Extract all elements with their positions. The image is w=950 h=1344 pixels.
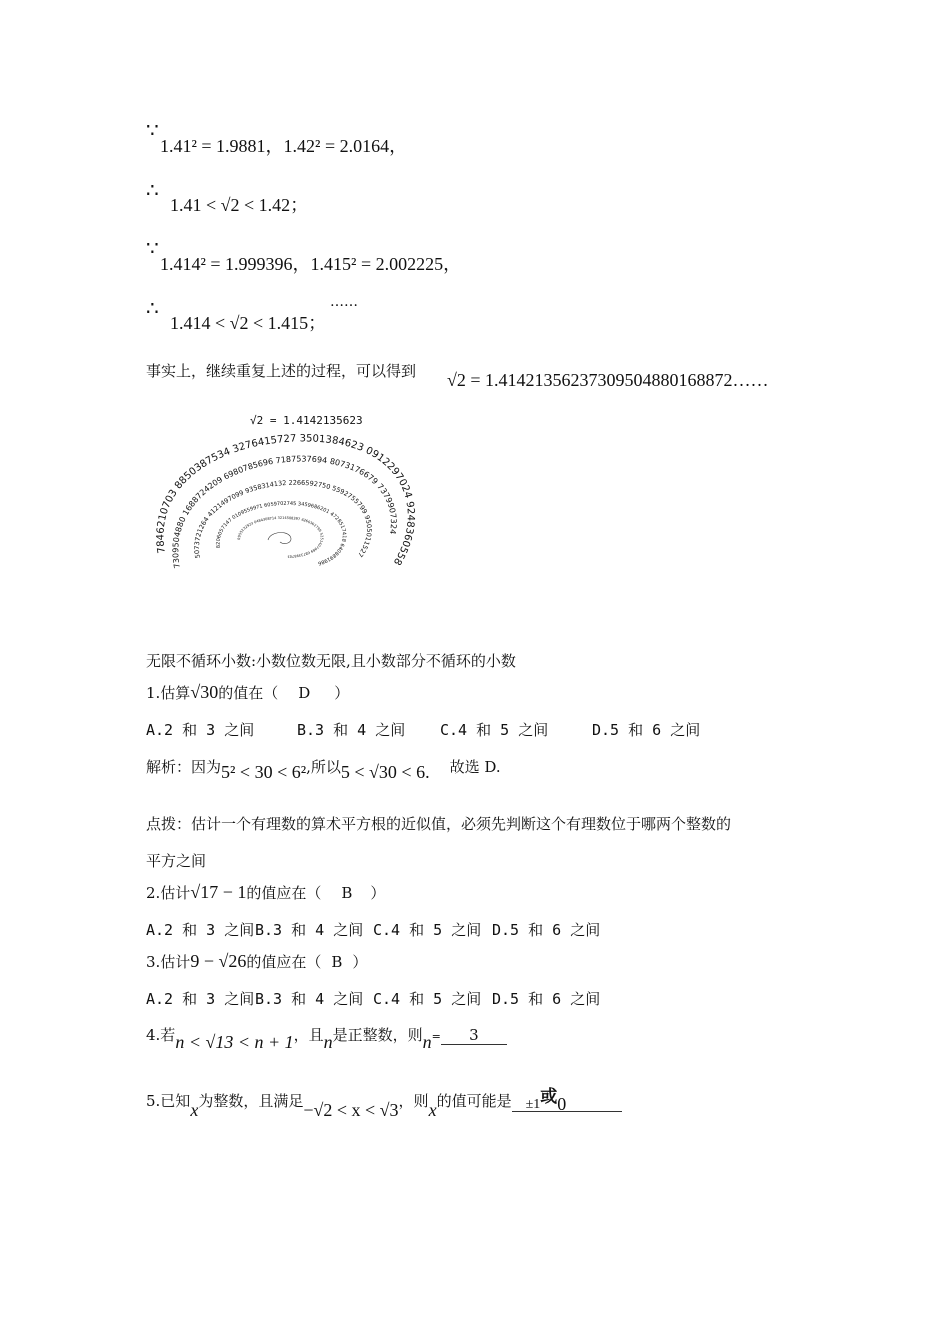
therefore-symbol: ∴ [146,178,159,202]
spiral-ring-1: 7846210703 8850387534 3276415727 3501384623 0912297024 9248360558 [155,433,416,567]
q5-answer-a: ±1 [525,1097,541,1112]
because-symbol: ∵ [146,236,159,260]
q1-tip: 点拨：估计一个有理数的算术平方根的近似值，必须先判断这个有理数位于哪两个整数的 [146,815,732,833]
spiral-header: √2 = 1.4142135623 [250,414,363,427]
q4-answer-blank [441,1026,507,1045]
q1-option-d: D.5 和 6 之间 [592,721,701,739]
q5-suffix: 的值可能是 [436,1092,512,1110]
q4-eq: = [431,1030,441,1043]
q2-close: ） [370,884,386,902]
calc-line-1: 1.41² = 1.9881，1.42² = 2.0164， [160,136,408,156]
q5-answer-blank [512,1086,622,1112]
q3-option-b: B.3 和 4 之间 [255,990,364,1008]
q1-analysis-math2: 5 < √30 < 6. [340,762,430,782]
q3-stem [146,951,367,972]
q4-mid2: 是正整数，则 [332,1026,423,1044]
q5-mid: 为整数，且满足 [198,1092,304,1110]
ellipsis: …… [330,294,358,310]
q5-prefix: 5.已知 [146,1092,191,1110]
sqrt2-digit-spiral [140,408,430,623]
sqrt2-expansion: √2 = 1.41421356237309504880168872…… [447,370,769,390]
q1-suffix: 的值在（ [218,684,279,702]
q5-answer-or: 或 [540,1087,558,1107]
spiral-ring-4: 8206057147 0109559971 6059702745 3459686201 4728517418 6408891986 [215,500,347,567]
calc-line-2: 1.41 < √2 < 1.42； [170,195,309,215]
q4-stem [146,1024,507,1052]
spiral-center [268,533,291,544]
q3-suffix: 的值应在（ [246,953,322,971]
q3-close: ） [352,953,368,971]
q5-var: x [190,1100,199,1120]
q5-answer-b: 0 [557,1094,567,1114]
definition-text: 无限不循环小数:小数位数无限,且小数部分不循环的小数 [146,652,516,670]
q1-stem [146,682,349,703]
q4-var: n [323,1032,333,1052]
q1-analysis [146,756,501,782]
q2-prefix: 2.估计 [146,884,191,902]
q1-option-b: B.3 和 4 之间 [297,721,406,739]
q2-option-c: C.4 和 5 之间 [373,921,482,939]
q3-prefix: 3.估计 [146,953,191,971]
q1-option-a: A.2 和 3 之间 [146,721,255,739]
q2-suffix: 的值应在（ [246,884,322,902]
q2-option-a: A.2 和 3 之间 [146,921,255,939]
calc-line-3: 1.414² = 1.999396，1.415² = 2.002225， [160,254,462,274]
q2-stem [146,882,385,903]
therefore-symbol: ∴ [146,296,159,320]
q4-answer: 3 [469,1026,479,1044]
q2-option-d: D.5 和 6 之间 [492,921,601,939]
because-symbol: ∵ [146,118,159,142]
q5-var2: x [428,1100,437,1120]
q5-mid2: ，则 [398,1092,429,1110]
q5-stem [146,1086,622,1120]
q4-var2: n [422,1032,432,1052]
q2-option-b: B.3 和 4 之间 [255,921,364,939]
spiral-ring-2: 7309504880 1688724209 6980785696 7187537694 8073176679 7379907324 [171,454,398,570]
q1-analysis-suffix: 故选 D. [449,758,501,776]
q3-math: 9 − √26 [190,951,247,971]
calc-line-4: 1.414 < √2 < 1.415； [170,313,327,333]
q1-tip-2: 平方之间 [146,852,207,870]
q3-option-a: A.2 和 3 之间 [146,990,255,1008]
q1-prefix: 1.估算 [146,684,191,702]
fact-text: 事实上，继续重复上述的过程，可以得到 [146,362,417,380]
q2-math: √17 − 1 [190,882,247,902]
q2-answer: B [341,884,353,902]
q3-answer: B [331,953,343,971]
q4-mid: ，且 [293,1026,324,1044]
q1-close: ） [334,684,350,702]
q4-math: n < √13 < n + 1 [175,1032,294,1052]
q1-answer: D [298,684,311,702]
q5-math: −√2 < x < √3 [303,1100,399,1120]
q1-analysis-prefix: 解析：因为 [146,758,222,776]
q4-prefix: 4.若 [146,1026,176,1044]
spiral-ring-5: 0955232923 0484308714 3214508397 6260362799 5251407989 6873398703 [236,515,324,559]
q1-math: √30 [190,682,219,702]
q1-analysis-mid: ,所以 [306,758,341,776]
q3-option-c: C.4 和 5 之间 [373,990,482,1008]
q1-option-c: C.4 和 5 之间 [440,721,549,739]
q3-option-d: D.5 和 6 之间 [492,990,601,1008]
spiral-ring-3: 5073721264 4121497099 9358314132 2266592750 5592755799 9505011527 [192,478,374,559]
q1-analysis-math1: 5² < 30 < 6² [221,762,307,782]
